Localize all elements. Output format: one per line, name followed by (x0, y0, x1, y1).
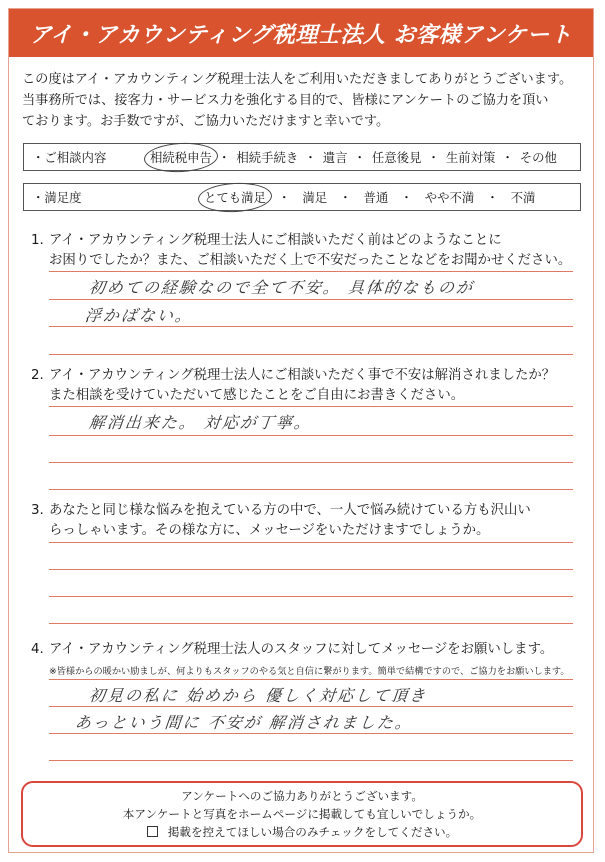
question-text: あなたと同じ様な悩みを抱えている方の中で、一人で悩み続けている方も沢山い (49, 503, 531, 518)
question-text: アイ・アカウンティング税理士法人のスタッフに対してメッセージをお願いします。 (49, 642, 554, 657)
option-inheritance-tax[interactable]: 相続税申告 (150, 150, 212, 165)
separator: ・ (217, 150, 231, 165)
answer-line (49, 462, 573, 463)
question-2 (31, 366, 555, 406)
question-text: らっしゃいます。その様な方に、メッセージをいただけますでしょうか。 (49, 523, 490, 538)
separator: ・ (427, 150, 440, 165)
survey-sheet (8, 8, 594, 853)
answer-line (49, 706, 573, 707)
question-text: また相談を受けていただいて感じたことをご自由にお書きください。 (49, 388, 465, 403)
question-3 (31, 501, 531, 541)
separator: ・ (486, 190, 499, 205)
question-number: 3. (31, 503, 44, 518)
question-text: アイ・アカウンティング税理士法人にご相談いただく事で不安は解消されましたか？ (49, 368, 556, 383)
opt-out-label: 掲載を控えてほしい場合のみチェックをしてください。 (167, 825, 458, 839)
handwritten-answer[interactable]: あっという間に 不安が 解消されました。 (73, 713, 414, 732)
publish-question: 本アンケートと写真をホームページに掲載しても宜しいでしょうか。 (122, 807, 482, 821)
answer-line (49, 489, 573, 490)
thanks-text: アンケートへのご協力ありがとうございます。 (181, 789, 423, 803)
handwritten-answer[interactable]: 初見の私に 始めから 優しく対応して頂き (87, 686, 429, 705)
answer-line (49, 733, 573, 734)
publish-opt-out (23, 823, 581, 841)
opt-out-checkbox[interactable] (147, 826, 158, 837)
separator: ・ (353, 150, 366, 165)
intro-line: ております。お手数ですが、ご協力いただけますと幸いです。 (22, 114, 390, 129)
answer-line (49, 435, 573, 436)
satisfaction-label: ・満足度 (32, 190, 82, 205)
answer-line (49, 596, 573, 597)
separator: ・ (304, 150, 317, 165)
intro-line: 当事務所では、接客力・サービス力を強化する目的で、皆様にアンケートのご協力を頂い (22, 93, 549, 108)
option-pre-death[interactable]: 生前対策 (445, 150, 496, 165)
satisfaction-box (23, 183, 581, 211)
handwritten-answer[interactable]: 浮かばない。 (83, 306, 194, 325)
separator: ・ (501, 150, 514, 165)
question-text: お困りでしたか？また、ご相談いただく上で不安だったことなどをお聞かせください。 (49, 253, 572, 268)
option-other[interactable]: その他 (519, 150, 557, 165)
question-4-note: ※皆様からの暖かい励ましが、何よりもスタッフのやる気と自信に繋がります。簡単で結構ですので、ご協力をお願いします。 (49, 666, 570, 677)
intro-text (22, 69, 587, 132)
question-number: 2. (31, 368, 44, 383)
survey-title: アイ・アカウンティング税理士法人 お客様アンケート (9, 9, 593, 57)
answer-line (49, 542, 573, 543)
answer-line (49, 760, 573, 761)
answer-line (49, 406, 573, 407)
intro-line: この度はアイ・アカウンティング税理士法人をご利用いただきましてありがとうございます。 (22, 72, 573, 87)
option-neutral[interactable]: 普通 (363, 190, 389, 205)
consultation-options (150, 148, 557, 166)
question-4 (31, 640, 553, 660)
question-number: 4. (31, 642, 44, 657)
answer-line (49, 299, 573, 300)
option-very-satisfied[interactable]: とても満足 (204, 190, 266, 205)
question-1 (31, 231, 571, 271)
option-dissatisfied[interactable]: 不満 (510, 190, 536, 205)
question-number: 1. (31, 233, 44, 248)
consultation-label: ・ご相談内容 (32, 150, 107, 165)
consent-box (21, 781, 583, 847)
separator: ・ (339, 190, 352, 205)
satisfaction-options (204, 188, 535, 206)
option-somewhat-dissatisfied[interactable]: やや不満 (424, 190, 475, 205)
handwritten-answer[interactable]: 初めての経験なので全て不安。 具体的なものが (87, 278, 475, 297)
answer-line (49, 271, 573, 272)
answer-line (49, 569, 573, 570)
handwritten-answer[interactable]: 解消出来た。 対応が丁寧。 (87, 413, 313, 432)
separator: ・ (277, 190, 291, 205)
question-text: アイ・アカウンティング税理士法人にご相談いただく前はどのようなことに (49, 233, 502, 248)
consultation-box (23, 143, 581, 171)
option-will[interactable]: 遺言 (322, 150, 348, 165)
answer-line (49, 326, 573, 327)
option-guardianship[interactable]: 任意後見 (371, 150, 422, 165)
answer-line (49, 623, 573, 624)
option-satisfied[interactable]: 満足 (302, 190, 328, 205)
separator: ・ (400, 190, 413, 205)
answer-line (49, 354, 573, 355)
option-inheritance-procedure[interactable]: 相続手続き (236, 150, 299, 165)
answer-line (49, 679, 573, 680)
